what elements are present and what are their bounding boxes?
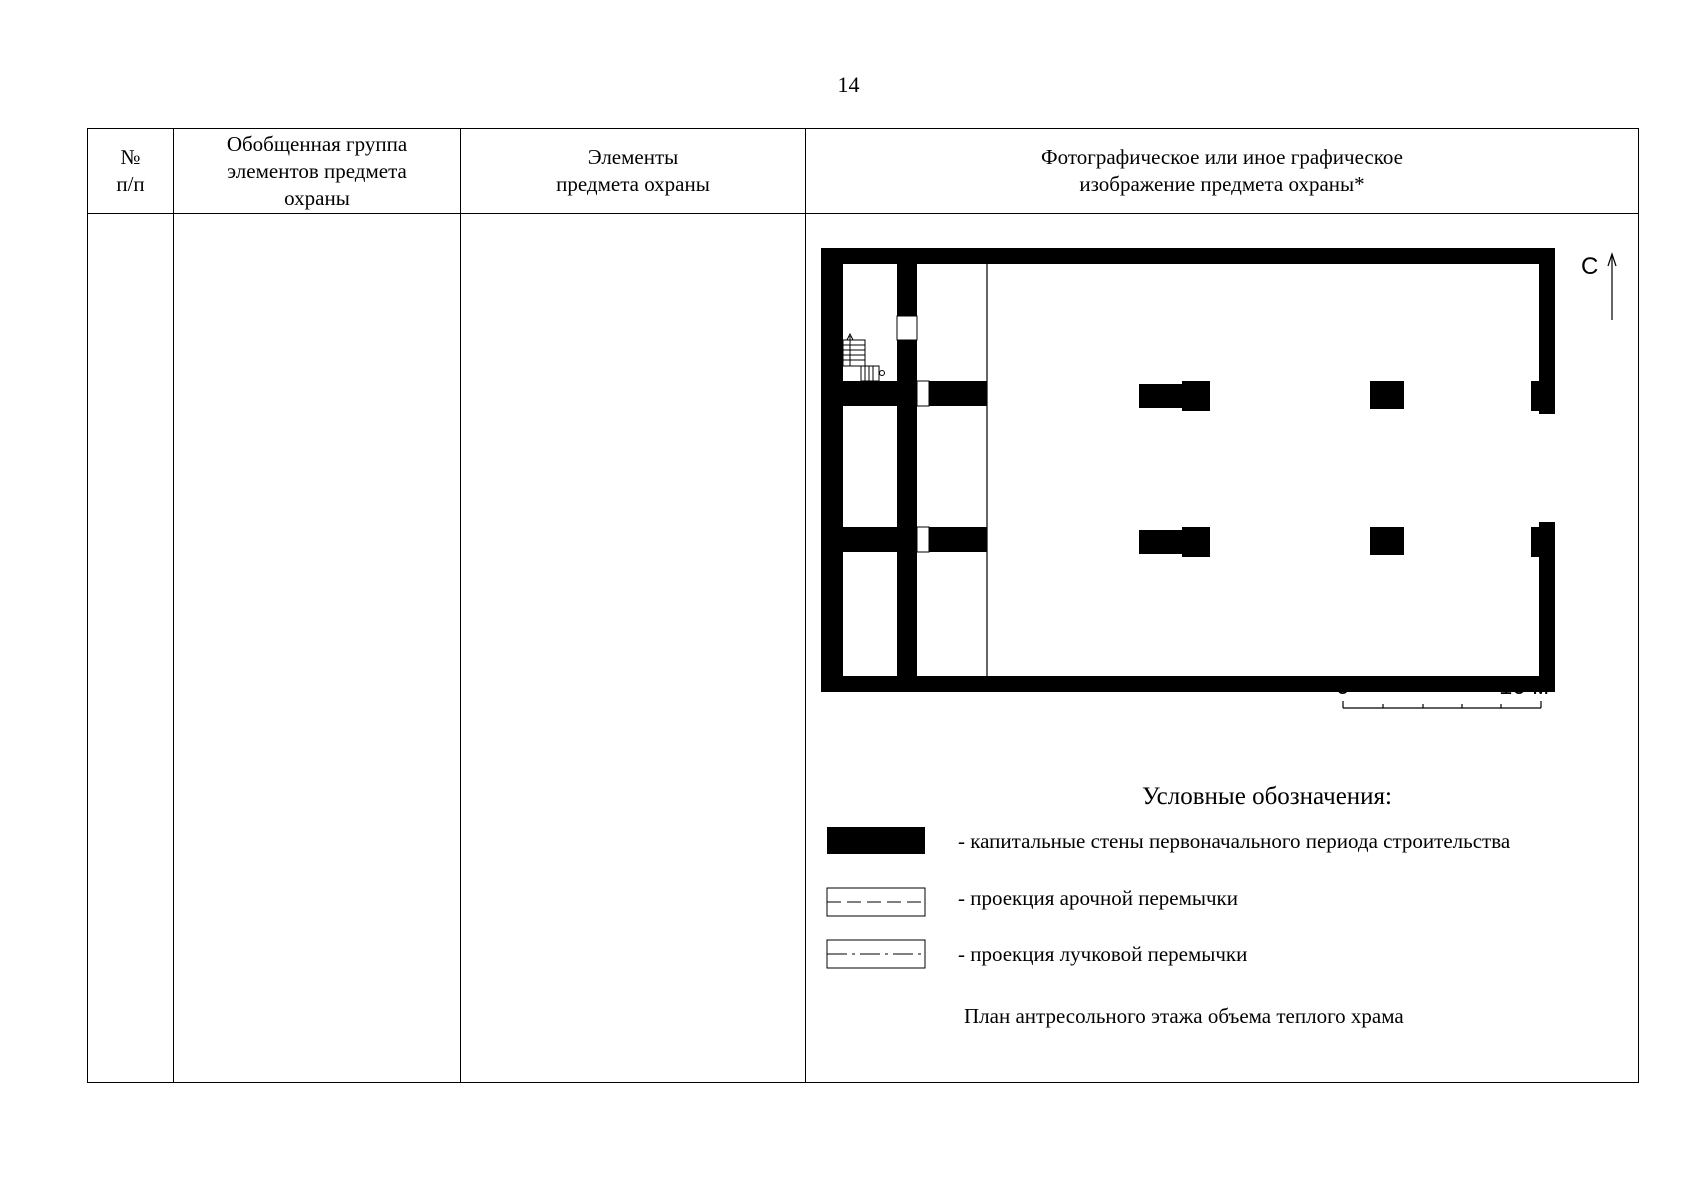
cell-number (88, 214, 174, 1083)
cell-image (806, 214, 1639, 1083)
legend-swatch-segmental-lintel (827, 940, 925, 968)
plan-caption: План антресольного этажа объема теплого храма (964, 1004, 1404, 1028)
table-row (88, 214, 1639, 1083)
legend-item-capital-walls: - капитальные стены первоначального периода строительства (958, 829, 1511, 853)
legend-swatch-arch-lintel (827, 888, 925, 916)
legend-swatch-capital-walls (827, 827, 925, 854)
header-elements: Элементы предмета охраны (461, 129, 806, 214)
cell-group (174, 214, 461, 1083)
header-group: Обобщенная группа элементов предмета охраны (174, 129, 461, 214)
protection-table (87, 128, 1639, 1083)
legend (827, 783, 1511, 968)
header-number: № п/п (88, 129, 174, 214)
page-number: 14 (837, 72, 860, 97)
legend-item-arch-lintel: - проекция арочной перемычки (958, 886, 1238, 910)
scale-start-label: 0 (1336, 673, 1350, 700)
header-image: Фотографическое или иное графическое изображение предмета охраны* (806, 129, 1639, 214)
north-arrow (1581, 253, 1616, 320)
north-label: С (1581, 253, 1599, 280)
legend-item-segmental-lintel: - проекция лучковой перемычки (958, 942, 1248, 966)
scale-end-label: 10 м (1499, 673, 1549, 700)
table-header-row (88, 129, 1639, 214)
capital-walls (821, 248, 1555, 692)
staircase (843, 334, 885, 381)
legend-title: Условные обозначения: (1141, 783, 1393, 810)
floor-plan-drawing (806, 214, 1639, 1082)
cell-elements (461, 214, 806, 1083)
